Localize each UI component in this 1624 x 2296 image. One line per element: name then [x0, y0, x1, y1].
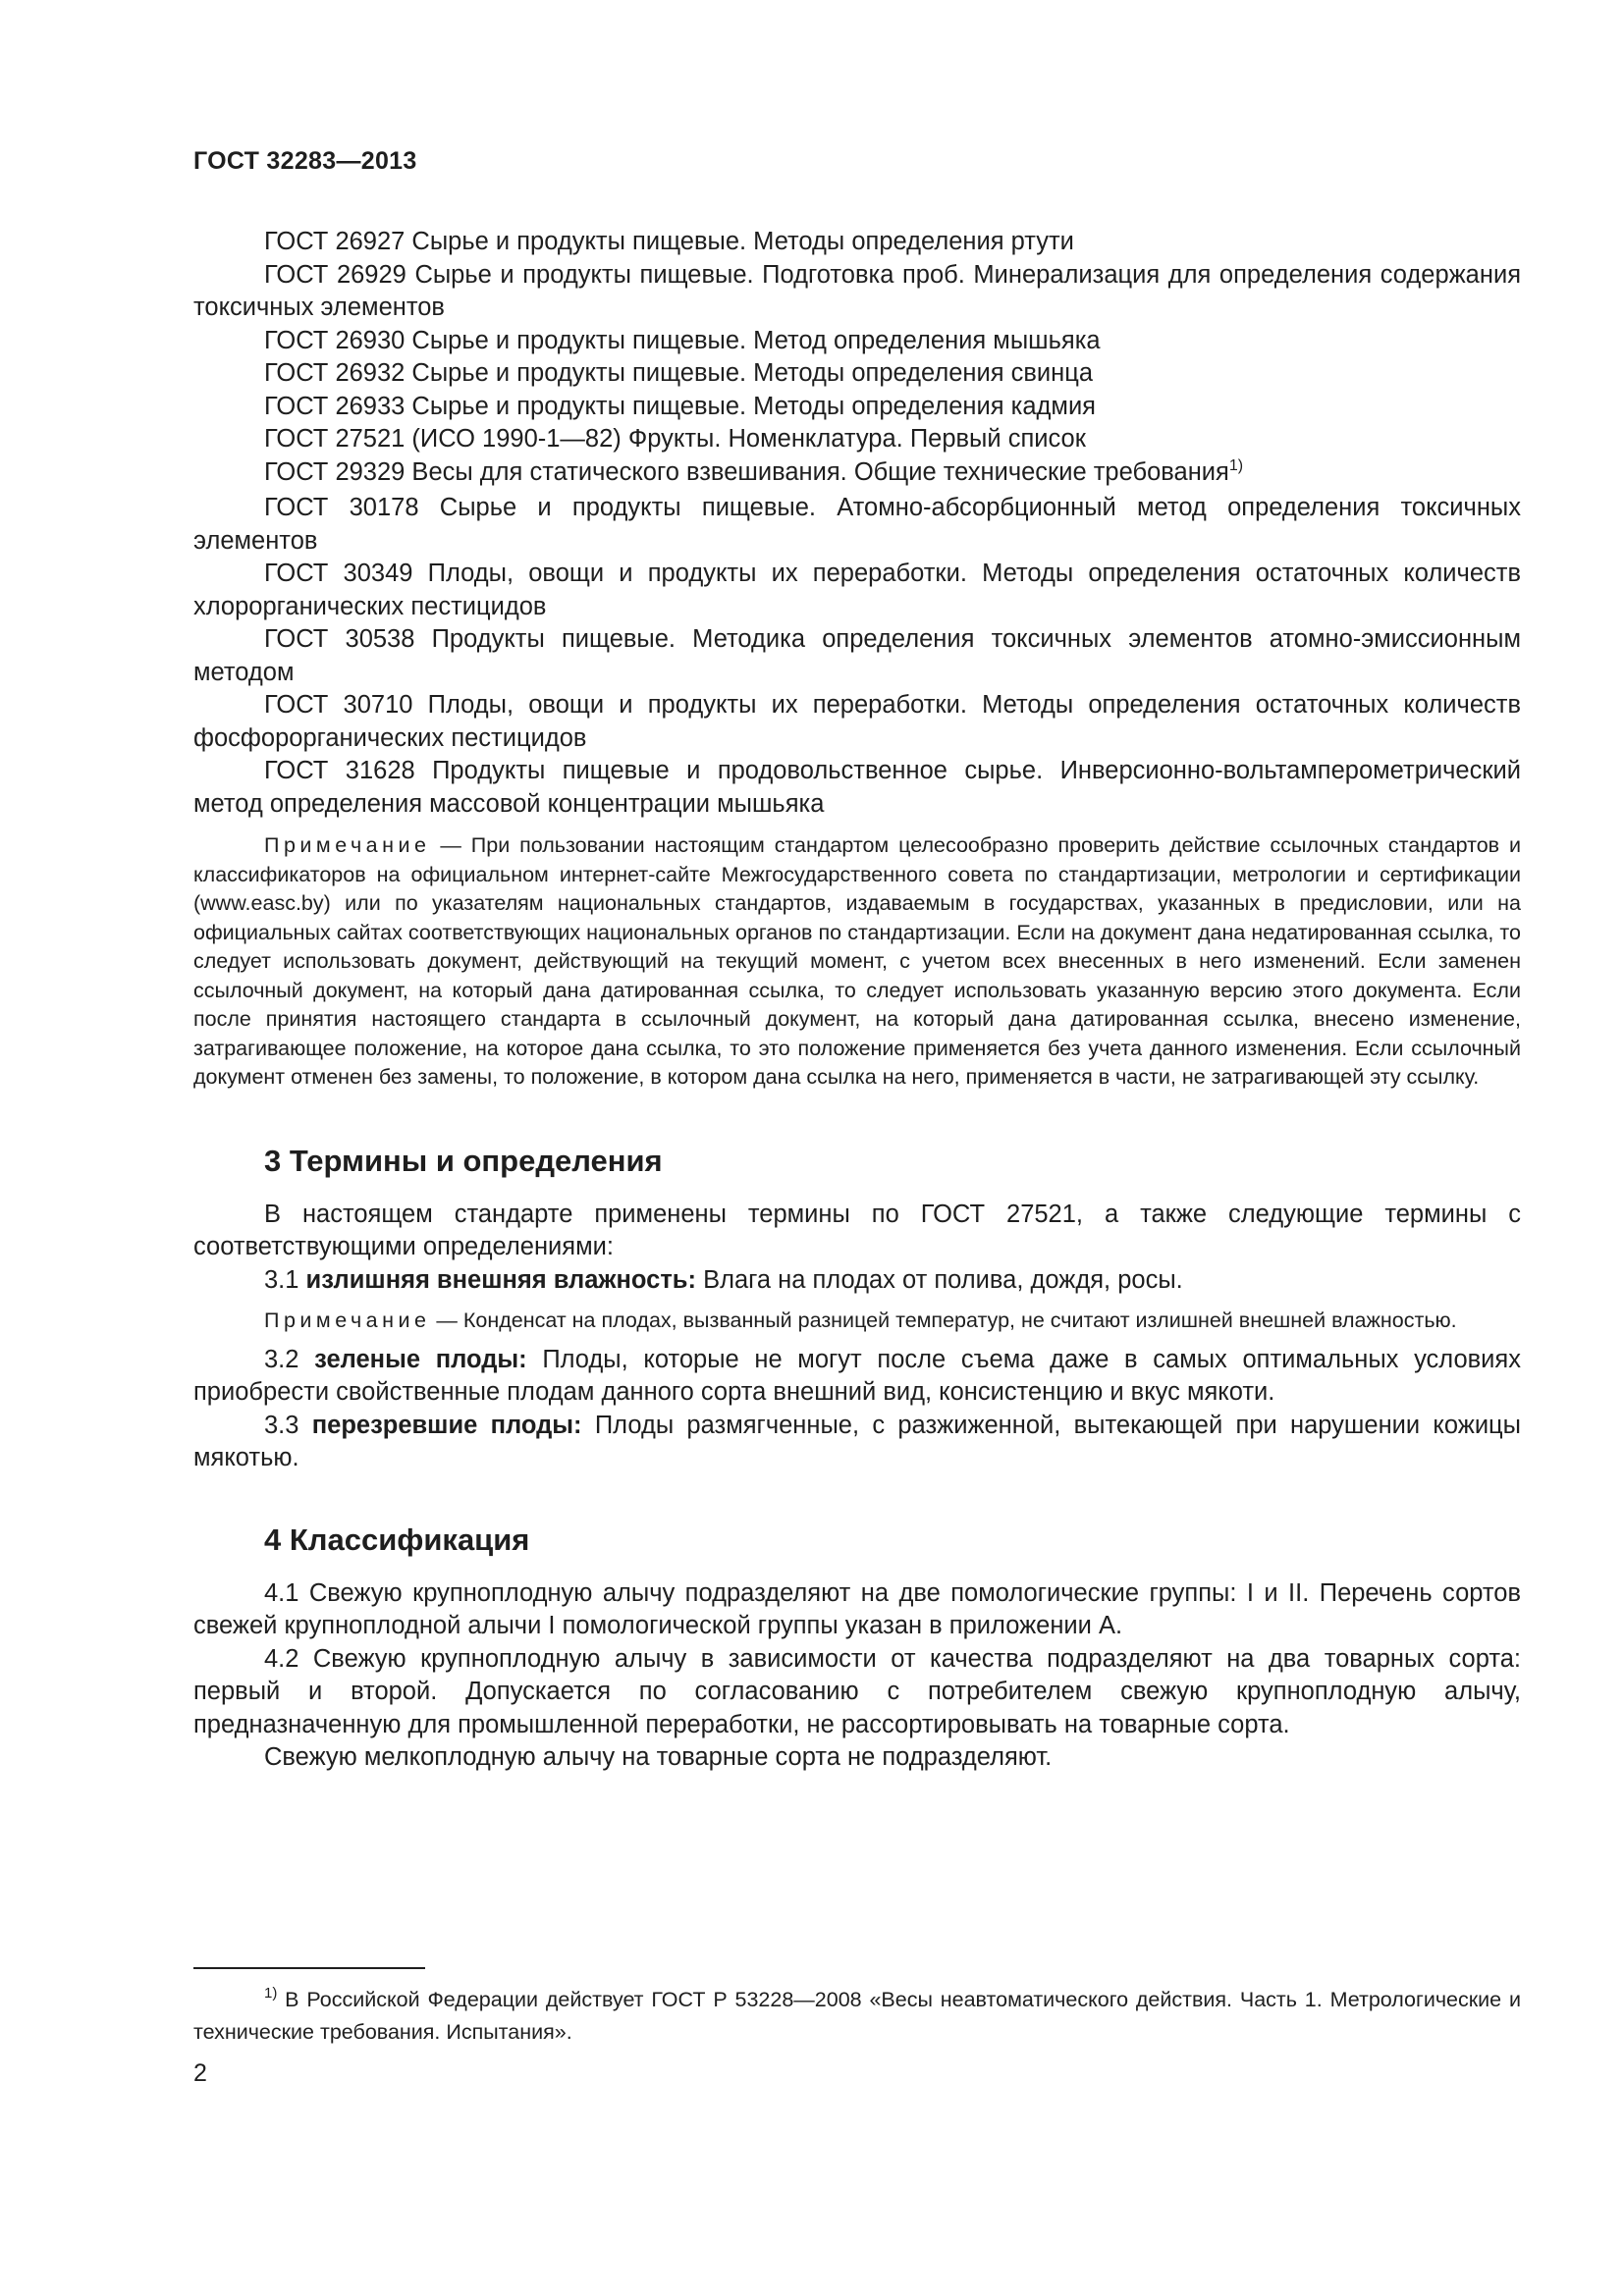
note-text: — Конденсат на плодах, вызванный разницей температур, не считают излишней внешней влажностью.	[430, 1308, 1457, 1332]
page-number: 2	[193, 2059, 207, 2087]
reference-item: ГОСТ 31628 Продукты пищевые и продовольственное сырье. Инверсионно-вольтамперометрический метод определения массовой концентрации мышьяка	[193, 757, 1521, 818]
term-name: зеленые плоды:	[314, 1345, 527, 1373]
reference-item: ГОСТ 29329 Весы для статического взвешивания. Общие технические требования$^{1)}$	[264, 456, 1244, 486]
reference-item: ГОСТ 26930 Сырье и продукты пищевые. Метод определения мышьяка	[264, 326, 1101, 354]
reference-item: ГОСТ 27521 (ИСО 1990-1—82) Фрукты. Номенклатура. Первый список	[264, 425, 1086, 453]
reference-item: ГОСТ 30538 Продукты пищевые. Методика определения токсичных элементов атомно-эмиссионным методом	[193, 625, 1521, 686]
clause-4-2-note: Свежую мелкоплодную алычу на товарные сорта не подразделяют.	[264, 1743, 1053, 1771]
reference-item: ГОСТ 26933 Сырье и продукты пищевые. Методы определения кадмия	[264, 392, 1096, 420]
reference-item: ГОСТ 26927 Сырье и продукты пищевые. Методы определения ртути	[264, 228, 1074, 255]
reference-item: ГОСТ 30349 Плоды, овощи и продукты их переработки. Методы определения остаточных количеств хлорорганических пестицидов	[193, 560, 1521, 620]
normative-references-list	[193, 226, 1521, 821]
term-name: перезревшие плоды:	[311, 1411, 582, 1439]
term-note	[193, 1307, 1521, 1336]
document-header: ГОСТ 32283—2013	[193, 147, 417, 175]
reference-item: ГОСТ 26932 Сырье и продукты пищевые. Методы определения свинца	[264, 359, 1094, 387]
main-content	[193, 226, 1521, 1775]
footnote	[193, 1985, 1521, 2047]
reference-item: ГОСТ 30710 Плоды, овощи и продукты их переработки. Методы определения остаточных количеств фосфорорганических пестицидов	[193, 691, 1521, 752]
note-text: — При пользовании настоящим стандартом целесообразно проверить действие ссылочных стандартов и классификаторов на официальном интернет-сайте Межгосударственного совета по стандартизации, метрологии и сертификации (www.easc.by) или по указателям национальных стандартов, издаваемым в государствах, указанных в предисловии, или на официальных сайтах соответствующих национальных органов по стандартизации. Если на документ дана недатированная ссылка, то следует использовать документ, действующий на текущий момент, с учетом всех внесенных в него изменений. Если заменен ссылочный документ, на который дана датированная ссылка, то следует использовать указанную версию этого документа. Если после принятия настоящего стандарта в ссылочный документ, на который дана датированная ссылка, внесено изменение, затрагивающее положение, на которое дана ссылка, то это положение применяется без учета данного изменения. Если ссылочный документ отменен без замены, то положение, в котором дана ссылка на него, применяется в части, не затрагивающей эту ссылку.	[193, 833, 1521, 1089]
footnote-reference: 1)	[1228, 456, 1244, 474]
footnote-text: В Российской Федерации действует ГОСТ Р 53228—2008 «Весы неавтоматического действия. Часть 1. Метрологические и технические требования. Испытания».	[193, 1988, 1521, 2044]
note-label: Примечание	[264, 833, 431, 857]
document-page	[193, 0, 1521, 2296]
clause-4-2: 4.2 Свежую крупноплодную алычу в зависимости от качества подразделяют на два товарных сорта: первый и второй. Допускается по согласованию с потребителем свежую крупноплодную алычу, предназначенную для промышленной переработки, не рассортировывать на товарные сорта.	[193, 1644, 1521, 1738]
references-note	[193, 831, 1521, 1093]
term-name: излишняя внешняя влажность:	[305, 1265, 696, 1294]
reference-item: ГОСТ 26929 Сырье и продукты пищевые. Подготовка проб. Минерализация для определения содержания токсичных элементов	[193, 260, 1521, 321]
note-label: Примечание	[264, 1308, 431, 1332]
term-3-1: 3.1 излишняя внешняя влажность: Влага на плодах от полива, дождя, росы.	[264, 1265, 1183, 1294]
reference-item: ГОСТ 30178 Сырье и продукты пищевые. Атомно-абсорбционный метод определения токсичных элементов	[193, 494, 1521, 555]
clause-4-1: 4.1 Свежую крупноплодную алычу подразделяют на две помологические группы: I и II. Перечень сортов свежей крупноплодной алычи I помологической группы указан в приложении А.	[193, 1578, 1521, 1639]
term-3-2: 3.2 зеленые плоды: Плоды, которые не могут после съема даже в самых оптимальных условиях приобрести свойственные плодам данного сорта внешний вид, консистенцию и вкус мякоти.	[193, 1345, 1521, 1406]
section-4-title: 4 Классификация	[264, 1522, 530, 1557]
section-3-title: 3 Термины и определения	[264, 1143, 663, 1178]
footnote-mark: 1)	[264, 1985, 278, 2002]
term-3-3: 3.3 перезревшие плоды: Плоды размягченные, с разжиженной, вытекающей при нарушении кожицы мякотью.	[193, 1411, 1521, 1471]
footnote-divider	[193, 1967, 425, 1969]
section-3-intro: В настоящем стандарте применены термины по ГОСТ 27521, а также следующие термины с соответствующими определениями:	[193, 1200, 1521, 1260]
